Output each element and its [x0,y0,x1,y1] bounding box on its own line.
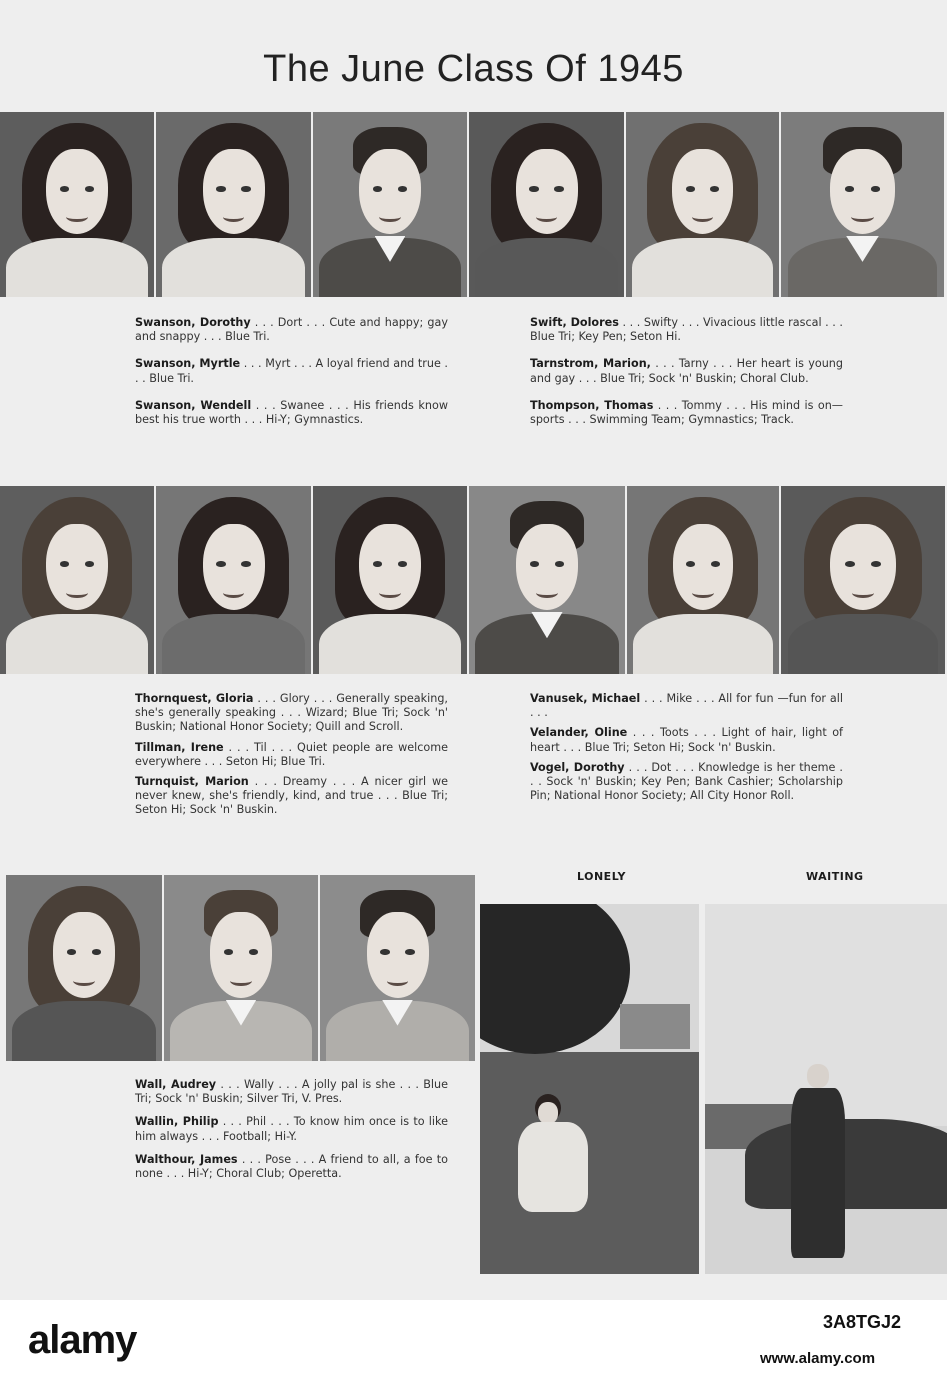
stock-footer [0,1300,947,1390]
caption-lonely: LONELY [577,870,626,883]
student-entry: Velander, Oline . . . Toots . . . Light of hair, light of heart . . . Blue Tri; Seton Hi; Sock 'n' Buskin. [530,726,843,754]
portrait [781,486,945,674]
portrait-row-2 [0,486,947,674]
portrait [313,112,467,297]
portrait [626,112,779,297]
student-entry: Tillman, Irene . . . Til . . . Quiet people are welcome everywhere . . . Seton Hi; Blue Tri. [135,740,448,768]
portrait [781,112,944,297]
student-entry: Swanson, Wendell . . . Swanee . . . His friends know best his true worth . . . Hi-Y; Gymnastics. [135,398,448,427]
snapshot-waiting [705,904,947,1274]
student-entry: Vogel, Dorothy . . . Dot . . . Knowledge is her theme . . . Sock 'n' Buskin; Key Pen; Bank Cashier; Scholarship Pin; National Honor Society; All City Honor Roll. [530,760,843,803]
snapshot-lonely [480,904,699,1274]
caption-waiting: WAITING [806,870,864,883]
entries-group2-right [530,692,843,816]
page-title: The June Class Of 1945 [263,48,684,90]
entries-group3 [135,1078,448,1194]
stock-url[interactable]: www.alamy.com [760,1350,876,1367]
student-entry: Swanson, Myrtle . . . Myrt . . . A loyal friend and true . . . Blue Tri. [135,357,448,385]
student-entry: Turnquist, Marion . . . Dreamy . . . A nicer girl we never knew, she's friendly, kind, and true . . . Blue Tri; Seton Hi; Sock 'n' Buskin. [135,775,448,817]
portrait [469,486,625,674]
student-entry: Tarnstrom, Marion, . . . Tarny . . . Her heart is young and gay . . . Blue Tri; Sock 'n' Buskin; Choral Club. [530,357,843,385]
portrait [0,112,154,297]
portrait [0,486,154,674]
portrait-row-1 [0,112,946,297]
student-entry: Thornquest, Gloria . . . Glory . . . Generally speaking, she's generally speaking . . . Wizard; Blue Tri; Sock 'n' Buskin; National Honor Society; Quill and Scroll. [135,692,448,734]
student-entry: Swanson, Dorothy . . . Dort . . . Cute and happy; gay and snappy . . . Blue Tri. [135,316,448,344]
portrait [156,486,311,674]
portrait [627,486,779,674]
student-entry: Vanusek, Michael . . . Mike . . . All for fun —fun for all . . . [530,692,843,720]
student-entry: Walthour, James . . . Pose . . . A friend to all, a foe to none . . . Hi-Y; Choral Club; Operetta. [135,1152,448,1181]
portrait [313,486,467,674]
stock-image-id: 3A8TGJ2 [823,1312,902,1332]
entries-group1-right [530,316,843,440]
portrait [469,112,624,297]
portrait [164,875,318,1061]
portrait-row-3 [6,875,477,1061]
entries-group2-left [135,692,448,831]
student-entry: Wall, Audrey . . . Wally . . . A jolly pal is she . . . Blue Tri; Sock 'n' Buskin; Silver Tri, V. Pres. [135,1078,448,1106]
entries-group1-left [135,316,448,440]
student-entry: Thompson, Thomas . . . Tommy . . . His mind is on—sports . . . Swimming Team; Gymnastics; Track. [530,398,843,427]
student-entry: Wallin, Philip . . . Phil . . . To know him once is to like him always . . . Football; Hi-Y. [135,1115,448,1143]
portrait [156,112,311,297]
portrait [320,875,475,1061]
portrait [6,875,162,1061]
stock-logo: alamy [28,1318,137,1362]
student-entry: Swift, Dolores . . . Swifty . . . Vivacious little rascal . . . Blue Tri; Key Pen; Seton Hi. [530,316,843,344]
